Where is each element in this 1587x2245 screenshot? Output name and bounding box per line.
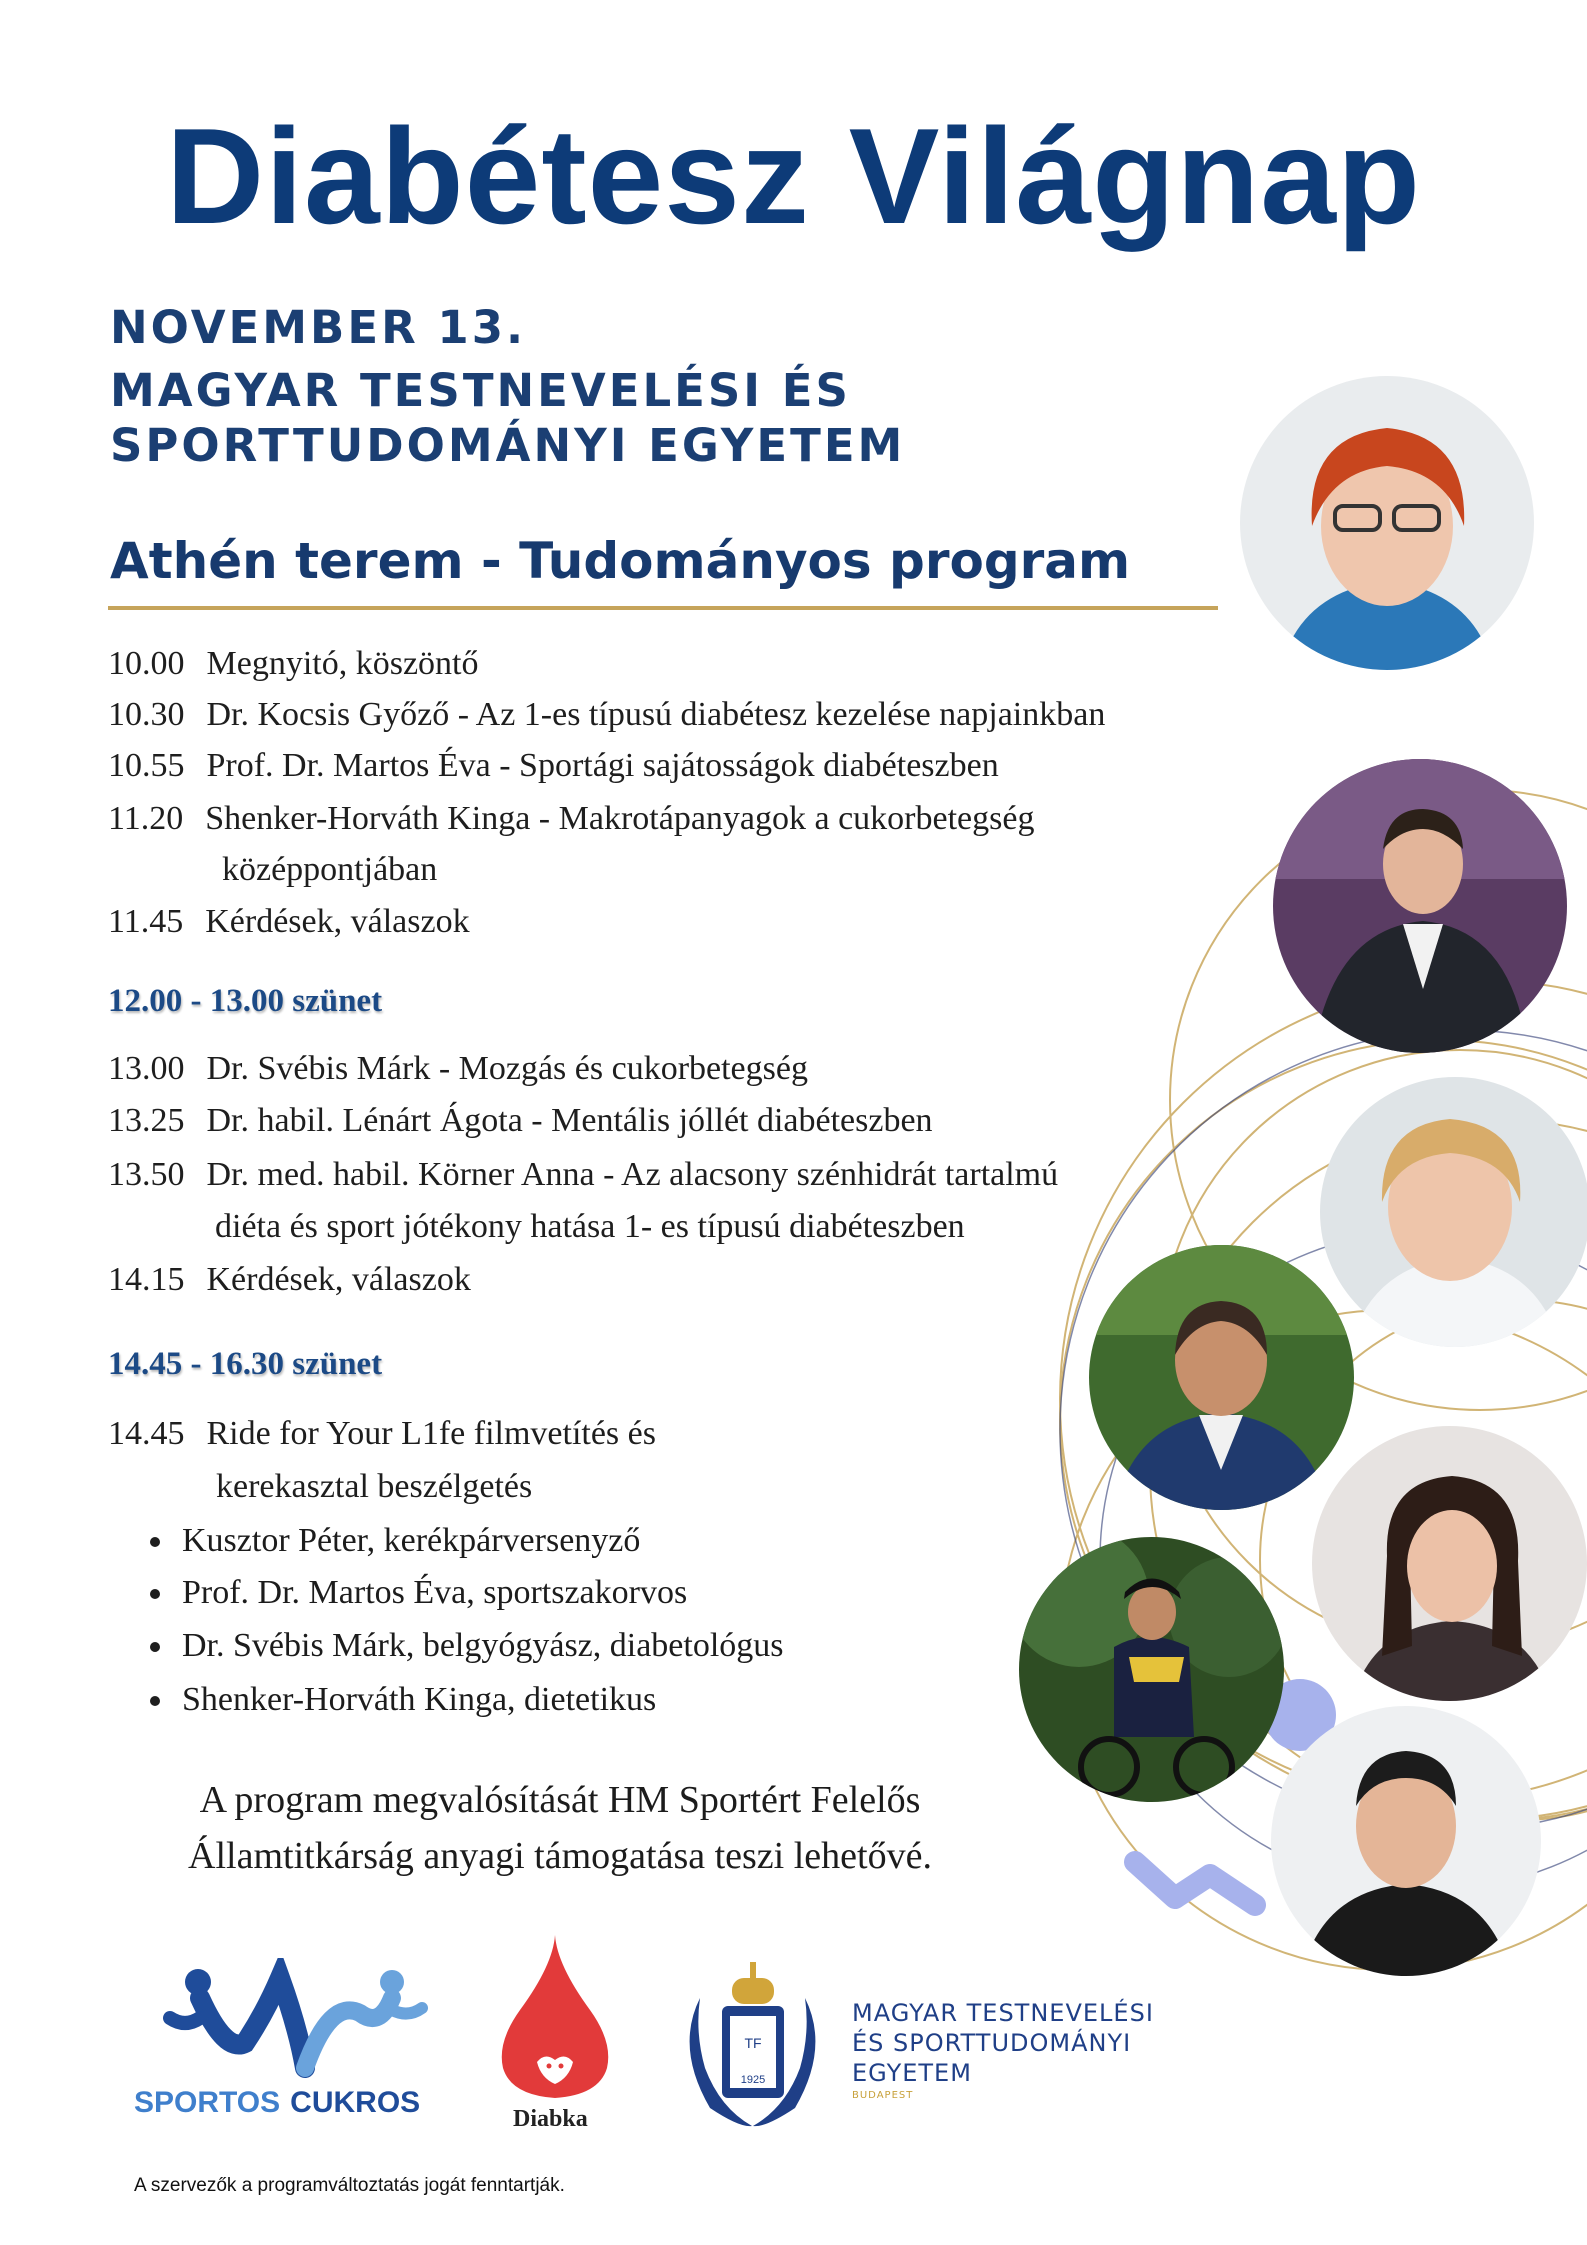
room-heading: Athén terem - Tudományos program <box>110 532 1131 590</box>
program-text: Ride for Your L1fe filmvetítés és <box>206 1415 656 1452</box>
program-text: Megnyitó, köszöntő <box>206 645 479 682</box>
program-time: 11.20 <box>108 800 184 837</box>
speaker-photo <box>1089 1245 1354 1510</box>
diabka-logo <box>495 1930 615 2132</box>
list-item: Dr. Svébis Márk, belgyógyász, diabetológus <box>150 1624 784 1668</box>
program-text: Dr. med. habil. Körner Anna - Az alacsony szénhidrát tartalmú <box>206 1156 1059 1193</box>
page-title: Diabétesz Világnap <box>165 100 1421 252</box>
mtse-emblem <box>670 1958 835 2138</box>
program-time: 11.45 <box>108 903 184 940</box>
break-label: 14.45 - 16.30 szünet <box>108 1346 383 1382</box>
speaker-photo <box>1273 759 1567 1053</box>
program-time: 13.00 <box>108 1050 185 1087</box>
list-item: Kusztor Péter, kerékpárversenyző <box>150 1519 640 1563</box>
program-text: Dr. Svébis Márk - Mozgás és cukorbetegség <box>206 1050 808 1087</box>
program-row <box>108 1047 808 1091</box>
program-row <box>108 1099 933 1143</box>
sportos-cukros-logo <box>130 1958 450 2119</box>
laurel-crest-icon <box>670 1958 835 2133</box>
program-text-continued: diéta és sport jótékony hatása 1- es típusú diabéteszben <box>215 1208 965 1245</box>
mtse-wordmark: MAGYAR TESTNEVELÉSI ÉS SPORTTUDOMÁNYI EGYETEM BUDAPEST <box>852 1999 1154 2101</box>
gold-divider <box>108 606 1218 610</box>
program-time: 14.45 <box>108 1415 185 1452</box>
program-time: 14.15 <box>108 1261 185 1298</box>
program-row <box>108 693 1105 737</box>
program-time: 10.30 <box>108 696 185 733</box>
support-line-1: A program megvalósítását HM Sportért Felelős <box>199 1779 921 1821</box>
program-text: Dr. Kocsis Győző - Az 1-es típusú diabétesz kezelése napjainkban <box>206 696 1106 733</box>
list-item: Prof. Dr. Martos Éva, sportszakorvos <box>150 1571 687 1615</box>
program-row <box>108 797 1034 841</box>
program-row <box>108 900 470 944</box>
program-time: 10.55 <box>108 747 185 784</box>
program-text: Shenker-Horváth Kinga - Makrotápanyagok a cukorbetegség <box>205 800 1035 837</box>
sportos-cukros-emblem <box>130 1958 450 2098</box>
program-row <box>108 1153 1058 1197</box>
lavender-zigzag <box>1135 1862 1255 1905</box>
event-date: NOVEMBER 13. <box>110 301 527 354</box>
program-time: 10.00 <box>108 645 185 682</box>
program-time: 13.50 <box>108 1156 185 1193</box>
program-row <box>108 1258 471 1302</box>
program-time: 13.25 <box>108 1102 185 1139</box>
program-text: Kérdések, válaszok <box>205 903 470 940</box>
program-row <box>108 1412 656 1456</box>
diabka-wordmark: Diabka <box>513 2106 588 2132</box>
program-text: Kérdések, válaszok <box>206 1261 471 1298</box>
venue-line-1: MAGYAR TESTNEVELÉSI ÉS <box>110 364 851 417</box>
speaker-photo <box>1312 1426 1587 1701</box>
speaker-photo <box>1320 1077 1587 1347</box>
speaker-photo <box>1019 1537 1284 1802</box>
crest-year: 1925 <box>740 2074 766 2086</box>
program-text-continued: középpontjában <box>222 851 438 888</box>
break-label: 12.00 - 13.00 szünet <box>108 983 383 1019</box>
support-line-2: Államtitkárság anyagi támogatása teszi lehetővé. <box>188 1835 932 1877</box>
program-row <box>108 642 478 686</box>
blood-drop-icon <box>495 1930 615 2100</box>
venue-line-2: SPORTTUDOMÁNYI EGYETEM <box>110 419 906 472</box>
program-text: Dr. habil. Lénárt Ágota - Mentális jóllét diabéteszben <box>206 1102 933 1139</box>
crest-initials: TF <box>744 2035 762 2051</box>
footnote: A szervezők a programváltoztatás jogát fenntartják. <box>134 2175 565 2196</box>
speaker-photo <box>1271 1706 1541 1976</box>
program-text: Prof. Dr. Martos Éva - Sportági sajátosságok diabéteszben <box>206 747 999 784</box>
program-text-continued: kerekasztal beszélgetés <box>216 1468 533 1505</box>
list-item: Shenker-Horváth Kinga, dietetikus <box>150 1678 656 1722</box>
speaker-photo <box>1240 376 1534 670</box>
sportos-cukros-wordmark: SPORTOS CUKROS <box>134 2086 421 2119</box>
program-row <box>108 744 999 788</box>
